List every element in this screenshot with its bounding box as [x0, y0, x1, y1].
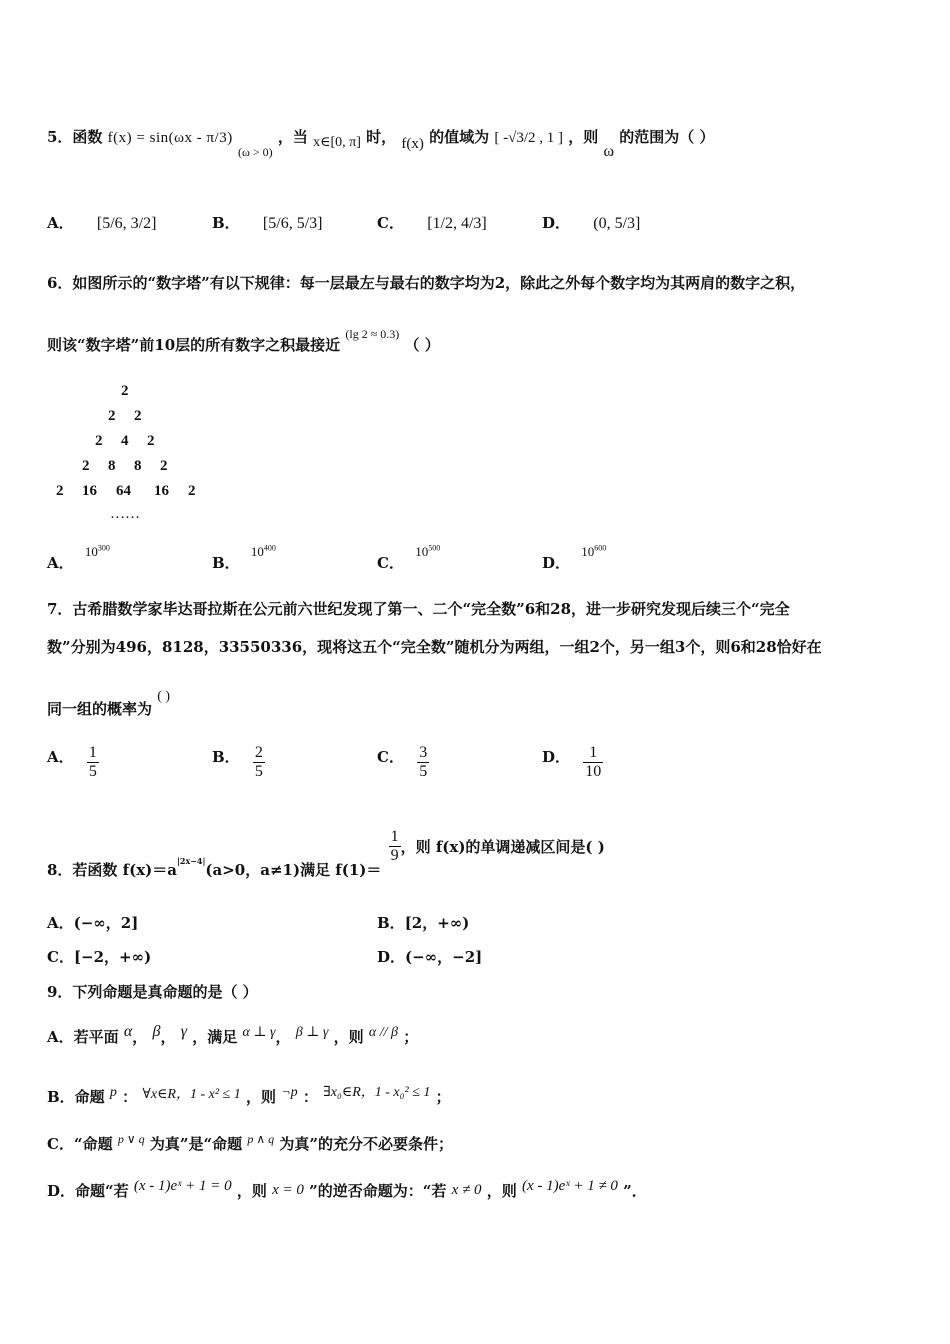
q5-prefix: 5．函数	[47, 128, 103, 146]
q9-c-cond1: p ∨ q	[117, 1132, 145, 1146]
q7-option-b-label: B．	[212, 748, 240, 767]
fraction-denominator: 10	[585, 762, 602, 780]
tower-cell: 16	[82, 483, 97, 499]
q7-paren: ( )	[157, 689, 171, 704]
q8-option-d-label: D．	[377, 948, 406, 966]
q5-omega: ω	[603, 143, 615, 160]
q7-option-b	[212, 744, 265, 780]
q9-b-cond1: ∀x∈R，1 - x² ≤ 1	[142, 1087, 241, 1102]
q6-option-a	[47, 540, 110, 572]
q5-option-a-value: [5/6, 3/2]	[96, 215, 157, 232]
q7-option-d-label: D．	[542, 748, 571, 767]
power-exponent: 400	[263, 543, 276, 553]
q8-option-b-value: [2，+∞)	[404, 914, 470, 932]
q5-option-b	[212, 212, 322, 233]
q7-line3	[47, 689, 171, 719]
q9-b-text3: ，则	[245, 1088, 276, 1106]
q8-stem	[47, 828, 605, 880]
q7-option-c-label: C．	[377, 748, 404, 767]
q5-function: f(x) = sin(ωx - π/3)	[107, 130, 233, 146]
q7-option-c	[377, 744, 429, 780]
q9-d-text1: D．命题“若	[47, 1182, 129, 1200]
q8-option-c	[47, 946, 151, 967]
tower-cell: 2	[147, 433, 155, 449]
q6-option-c-value	[415, 544, 440, 559]
fraction-numerator: 2	[254, 744, 263, 761]
power-base: 10	[250, 544, 264, 559]
q9-d-cond4: (x - 1)eˣ + 1 ≠ 0	[522, 1178, 618, 1194]
q9-stem: 9．下列命题是真命题的是（ ）	[47, 983, 258, 1001]
q6-option-a-label: A．	[47, 554, 74, 572]
q5-option-d-value: (0, 5/3]	[593, 215, 641, 232]
fraction-numerator: 1	[589, 744, 598, 761]
q9-option-c	[47, 1133, 453, 1154]
q5-range-value: [ -√3/2 , 1 ]	[494, 130, 563, 146]
q7-line3-text: 同一组的概率为	[47, 700, 153, 718]
q5-shi: 时，	[366, 128, 397, 146]
q8-option-d	[377, 946, 482, 967]
q7-option-b-value	[253, 744, 265, 780]
tower-cell: 16	[154, 483, 169, 499]
tower-cell: 8	[108, 458, 116, 474]
q5-option-c-label: C．	[377, 214, 404, 232]
q9-d-text2: ，则	[236, 1182, 267, 1200]
q9-a-cond2: β ⊥ γ	[295, 1025, 329, 1040]
tower-cell: 8	[134, 458, 142, 474]
q7-option-a-value	[87, 744, 99, 780]
q9-a-cond1: α ⊥ γ	[242, 1025, 276, 1040]
q9-b-p: p	[109, 1085, 117, 1100]
q6-hint: (lg 2 ≈ 0.3)	[345, 327, 400, 341]
q9-a-cond3: α // β	[368, 1025, 399, 1040]
q6-paren: （ ）	[404, 336, 440, 354]
q8-option-a	[47, 912, 138, 933]
q6-line2-text: 则该“数字塔”前10层的所有数字之积最接近	[47, 336, 341, 354]
q9-option-b	[47, 1086, 451, 1107]
fraction-denominator: 5	[254, 762, 263, 780]
q9-c-text2: 为真”是“命题	[149, 1135, 243, 1153]
q5-interval: x∈[0, π]	[313, 135, 361, 150]
q8-option-a-label: A．	[47, 914, 74, 932]
q5-option-d-label: D．	[542, 214, 571, 232]
q9-b-end: ；	[435, 1088, 451, 1106]
q7-option-a	[47, 744, 99, 780]
tower-cell: 64	[116, 483, 131, 499]
q6-line2	[47, 327, 440, 355]
q9-a-text3: ，则	[333, 1028, 364, 1046]
q7-option-a-label: A．	[47, 748, 74, 767]
q7-option-d-value	[583, 744, 603, 780]
q9-d-cond1: (x - 1)eˣ + 1 = 0	[133, 1178, 232, 1194]
q8-option-d-value: (−∞，−2]	[405, 948, 483, 966]
q9-c-cond2: p ∧ q	[247, 1132, 275, 1146]
fraction-denominator: 5	[419, 762, 428, 780]
power-base: 10	[84, 544, 98, 559]
tower-cell: 2	[134, 408, 142, 424]
q9-d-text3: ”的逆否命题为：“若	[309, 1182, 447, 1200]
q5-range-text: 的值域为	[429, 128, 490, 146]
q5-condition: (ω > 0)	[237, 145, 273, 159]
fraction-denominator: 9	[390, 846, 399, 864]
tower-cell: 2	[160, 458, 168, 474]
q8-option-b-label: B．	[377, 914, 405, 932]
q6-option-c-label: C．	[377, 554, 404, 572]
q5-option-a-label: A．	[47, 214, 74, 232]
q5-fx: f(x)	[401, 136, 424, 152]
q5-option-b-label: B．	[212, 214, 240, 232]
q8-option-c-value: [−2，+∞)	[73, 948, 152, 966]
power-exponent: 300	[97, 543, 110, 553]
q8-option-c-label: C．	[47, 948, 74, 966]
q6-option-b	[212, 540, 276, 572]
q6-option-c	[377, 540, 441, 572]
q5-when: ，当	[277, 128, 308, 146]
q9-a-alpha: α	[123, 1023, 133, 1040]
q6-option-d-label: D．	[542, 554, 571, 572]
q9-c-text3: 为真”的充分不必要条件；	[279, 1135, 454, 1153]
q9-d-cond3: x ≠ 0	[451, 1182, 482, 1198]
q5-option-d	[542, 212, 640, 233]
q8-exponent: |2x−4|	[176, 856, 206, 867]
q9-a-text2: ，满足	[192, 1028, 238, 1046]
q5-option-c-value: [1/2, 4/3]	[427, 215, 487, 232]
power-base: 10	[581, 544, 595, 559]
q9-a-text1: A．若平面	[47, 1028, 119, 1046]
q5-option-b-value: [5/6, 5/3]	[262, 215, 323, 232]
q9-b-text1: B．命题	[47, 1088, 105, 1106]
q9-b-cond2: ∃x₀∈R，1 - x₀² ≤ 1	[323, 1085, 431, 1100]
tower-cell: 2	[82, 458, 90, 474]
q6-option-b-label: B．	[212, 554, 240, 572]
q5-option-a	[47, 212, 156, 233]
q8-option-a-value: (−∞，2]	[73, 914, 139, 932]
q9-option-a: A．若平面 α， β， γ ，满足 α ⊥ γ， β ⊥ γ ，则 α // β ；	[47, 1023, 419, 1046]
q6-option-d	[542, 540, 607, 572]
q9-a-beta: β	[152, 1023, 161, 1040]
fraction-numerator: 1	[88, 744, 97, 761]
q8-tail: ，则 f(x)的单调递减区间是( )	[400, 838, 605, 857]
tower-cell: 2	[121, 383, 129, 399]
q7-line2: 数”分别为496，8128，33550336，现将这五个“完全数”随机分为两组，一组2个，另一组3个，则6和28恰好在	[47, 638, 822, 656]
q9-d-cond2: x = 0	[272, 1182, 304, 1198]
q9-b-not-p: ¬p	[281, 1085, 298, 1100]
q8-fraction	[389, 828, 401, 864]
fraction-denominator: 5	[88, 762, 97, 780]
q6-option-a-value	[85, 544, 110, 559]
fraction-numerator: 3	[419, 744, 428, 761]
tower-cell: 2	[188, 483, 196, 499]
tower-cell: 2	[108, 408, 116, 424]
q8-option-b	[377, 912, 469, 933]
q7-option-d	[542, 744, 603, 780]
q9-d-end: ”．	[623, 1182, 647, 1200]
q7-line1: 7．古希腊数学家毕达哥拉斯在公元前六世纪发现了第一、二个“完全数”6和28，进一步研究发现后续三个“完全	[47, 600, 790, 618]
fraction-numerator: 1	[390, 828, 399, 845]
q6-option-b-value	[251, 544, 276, 559]
q5-then: ，则	[568, 128, 599, 146]
q7-option-c-value	[417, 744, 429, 780]
q9-d-text4: ，则	[486, 1182, 517, 1200]
q6-option-d-value	[581, 544, 606, 559]
q9-c-text1: C．“命题	[47, 1135, 113, 1153]
power-base: 10	[415, 544, 429, 559]
q5-tail: 的范围为（ ）	[619, 128, 715, 146]
q9-option-d	[47, 1180, 647, 1201]
q9-b-text2: ：	[122, 1088, 138, 1106]
tower-ellipsis: ……	[110, 506, 140, 522]
q9-a-gamma: γ	[180, 1023, 188, 1040]
q8-prefix: 8．若函数 f(x)＝a	[47, 861, 177, 880]
tower-cell: 4	[121, 433, 129, 449]
power-exponent: 600	[594, 543, 607, 553]
power-exponent: 500	[428, 543, 441, 553]
tower-cell: 2	[56, 483, 64, 499]
tower-cell: 2	[95, 433, 103, 449]
q6-line1: 6．如图所示的“数字塔”有以下规律：每一层最左与最右的数字均为2，除此之外每个数字均为其两肩的数字之积，	[47, 274, 806, 292]
q5-option-c	[377, 212, 487, 233]
q8-mid: (a>0，a≠1)满足 f(1)＝	[205, 861, 382, 880]
q9-a-end: ；	[403, 1028, 419, 1046]
q9-b-text4: ：	[302, 1088, 318, 1106]
